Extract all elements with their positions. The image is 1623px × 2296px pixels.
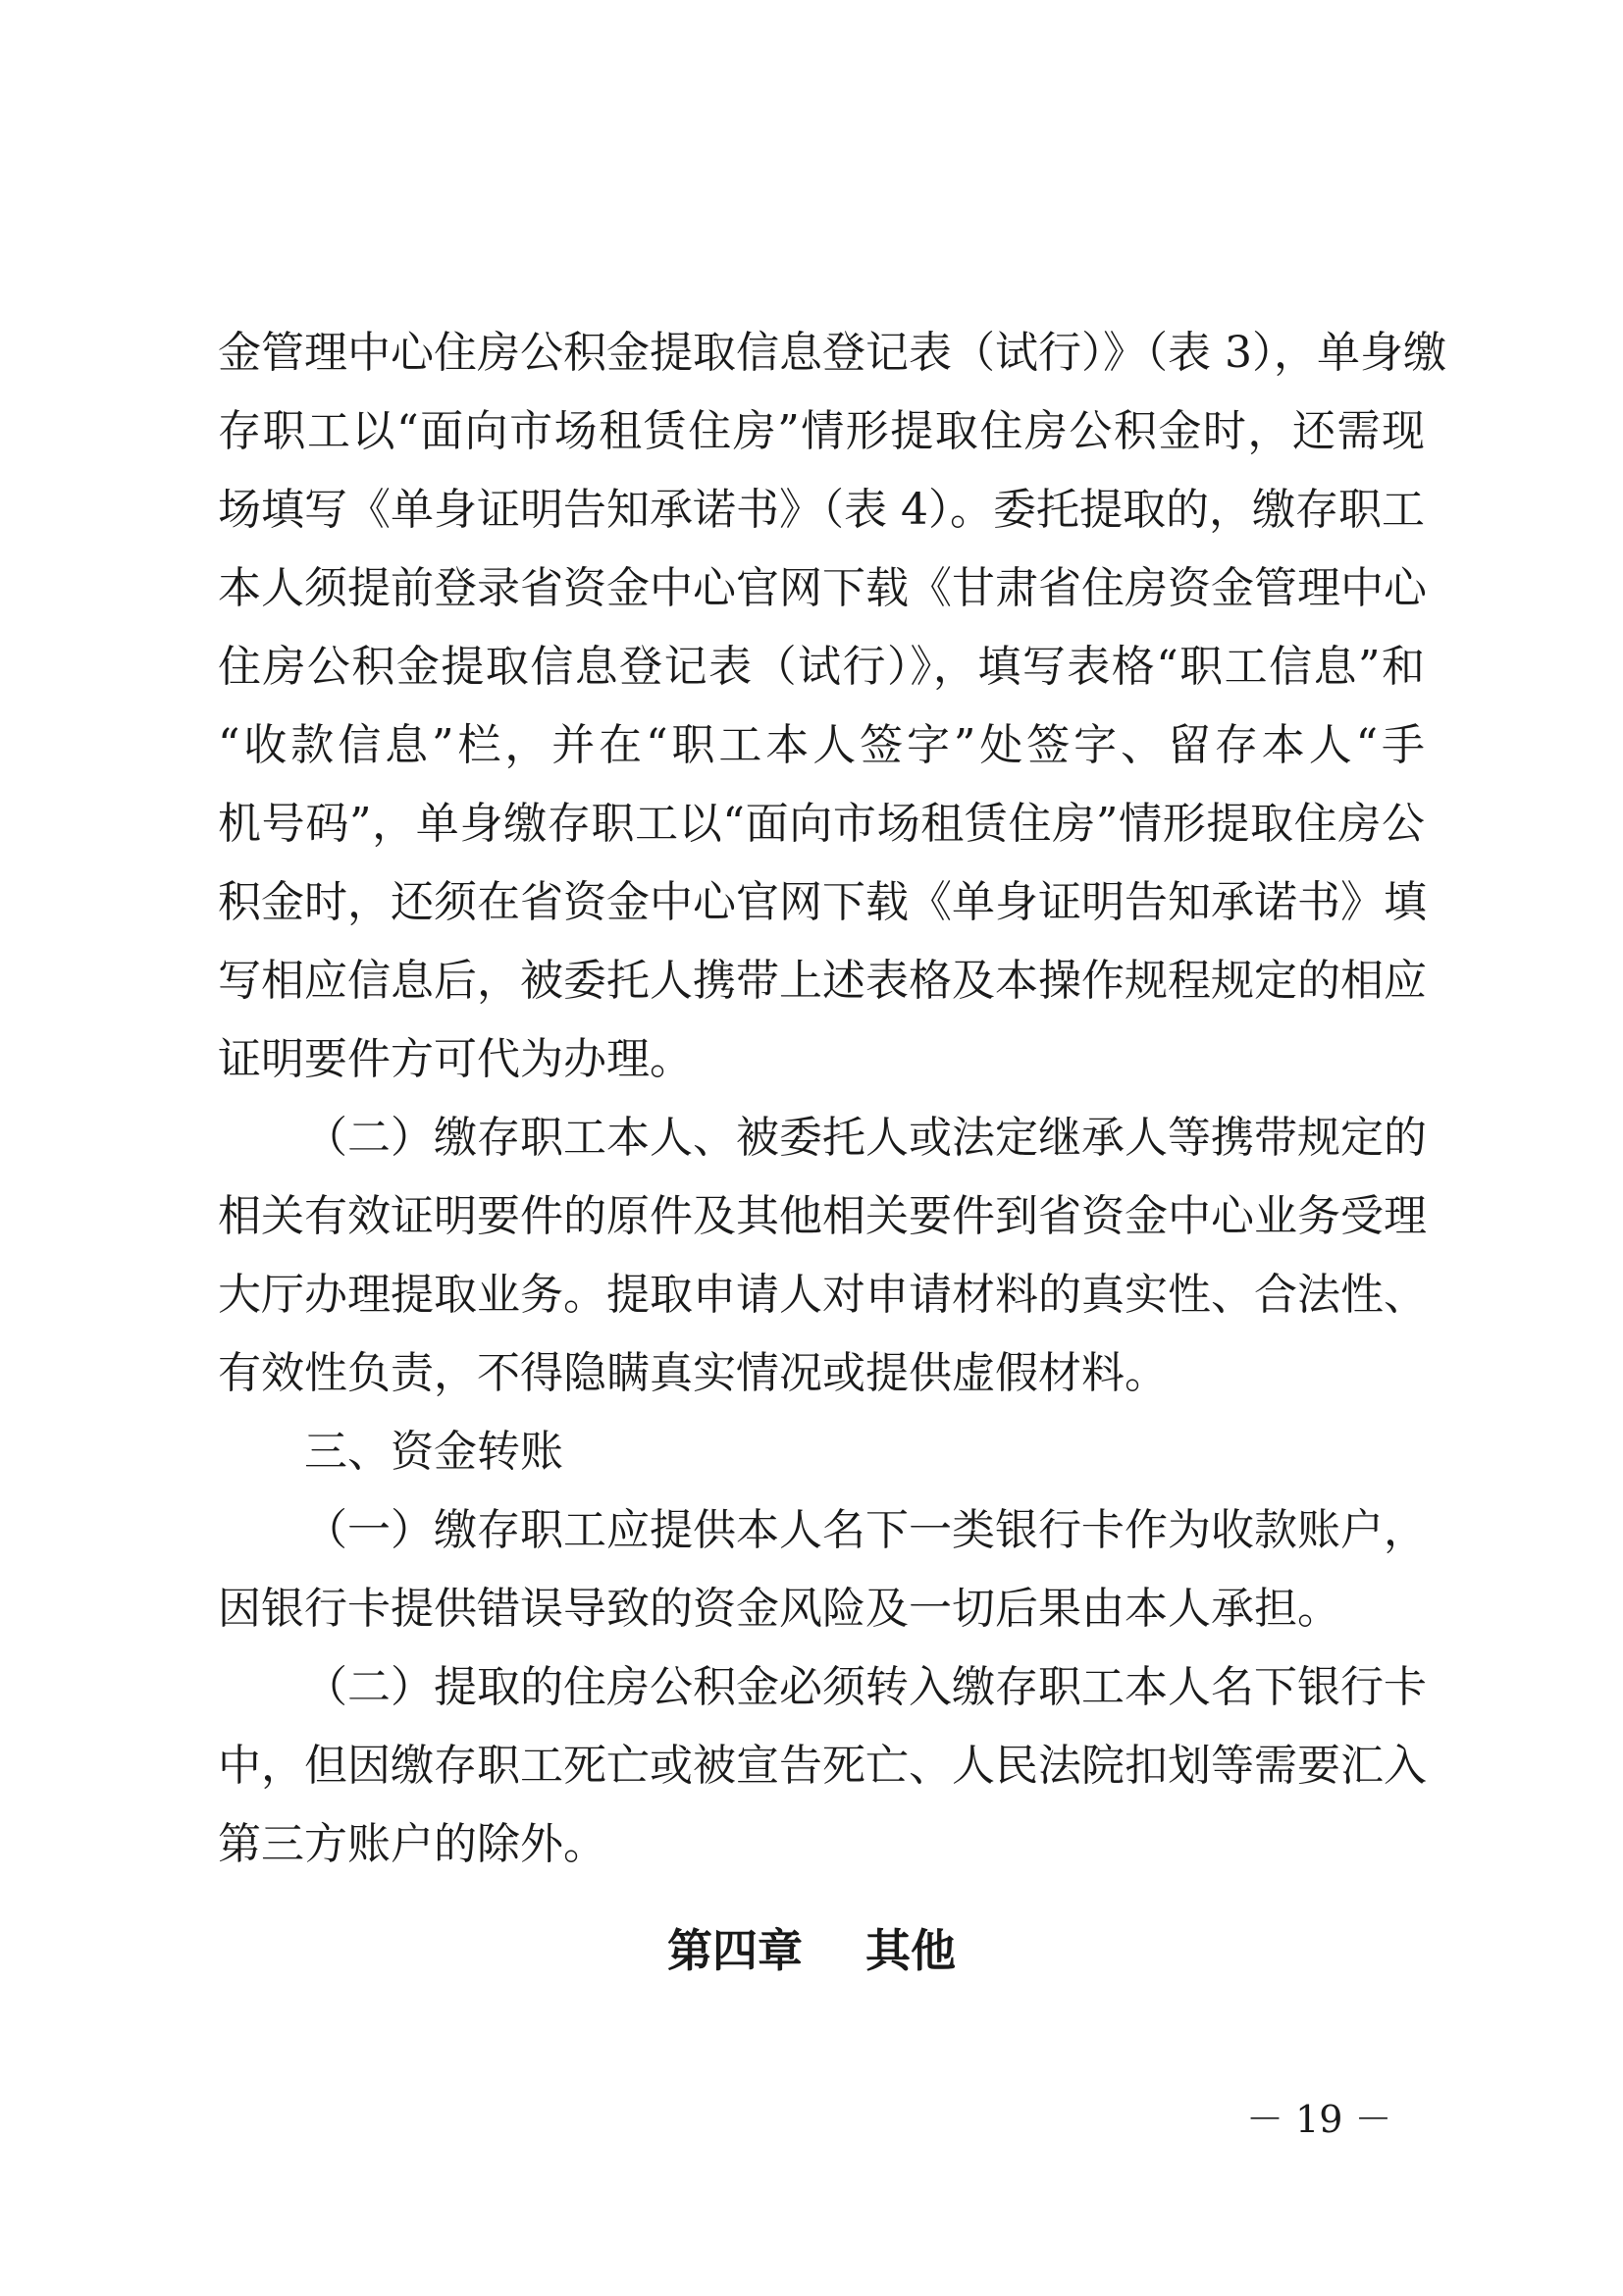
body-text-line-6: “收款信息”栏，并在“职工本人签字”处签字、留存本人“手 (218, 720, 1425, 770)
paragraph-4-line-2: 中，但因缴存职工死亡或被宣告死亡、人民法院扣划等需要汇入 (218, 1741, 1427, 1791)
body-text-line-7: 机号码”，单身缴存职工以“面向市场租赁住房”情形提取住房公 (218, 799, 1425, 849)
paragraph-4-line-3: 第三方账户的除外。 (218, 1819, 606, 1869)
body-text-line-1: 金管理中心住房公积金提取信息登记表（试行）》（表 3），单身缴 (218, 328, 1446, 378)
body-text-line-10: 证明要件方可代为办理。 (218, 1034, 693, 1084)
paragraph-4-line-1: （二）提取的住房公积金必须转入缴存职工本人名下银行卡 (304, 1662, 1427, 1712)
body-text-line-4: 本人须提前登录省资金中心官网下载《甘肃省住房资金管理中心 (218, 563, 1427, 613)
paragraph-2-line-3: 大厅办理提取业务。提取申请人对申请材料的真实性、合法性、 (218, 1270, 1427, 1320)
paragraph-2-line-1: （二）缴存职工本人、被委托人或法定继承人等携带规定的 (304, 1113, 1427, 1163)
paragraph-2-line-4: 有效性负责，不得隐瞒真实情况或提供虚假材料。 (218, 1348, 1168, 1398)
body-text-line-3: 场填写《单身证明告知承诺书》（表 4）。委托提取的，缴存职工 (218, 485, 1425, 535)
body-text-line-5: 住房公积金提取信息登记表（试行）》，填写表格“职工信息”和 (218, 642, 1425, 692)
body-text-line-8: 积金时，还须在省资金中心官网下载《单身证明告知承诺书》填 (218, 877, 1427, 927)
section-heading-fund-transfer: 三、资金转账 (304, 1427, 563, 1477)
page-number: － 19 － (1246, 2098, 1392, 2141)
paragraph-3-line-2: 因银行卡提供错误导致的资金风险及一切后果由本人承担。 (218, 1584, 1340, 1634)
body-text-line-2: 存职工以“面向市场租赁住房”情形提取住房公积金时，还需现 (218, 406, 1425, 456)
paragraph-3-line-1: （一）缴存职工应提供本人名下一类银行卡作为收款账户， (304, 1505, 1427, 1555)
paragraph-2-line-2: 相关有效证明要件的原件及其他相关要件到省资金中心业务受理 (218, 1191, 1427, 1241)
body-text-line-9: 写相应信息后，被委托人携带上述表格及本操作规程规定的相应 (218, 956, 1427, 1006)
chapter-heading: 第四章 其他 (666, 1924, 957, 1977)
